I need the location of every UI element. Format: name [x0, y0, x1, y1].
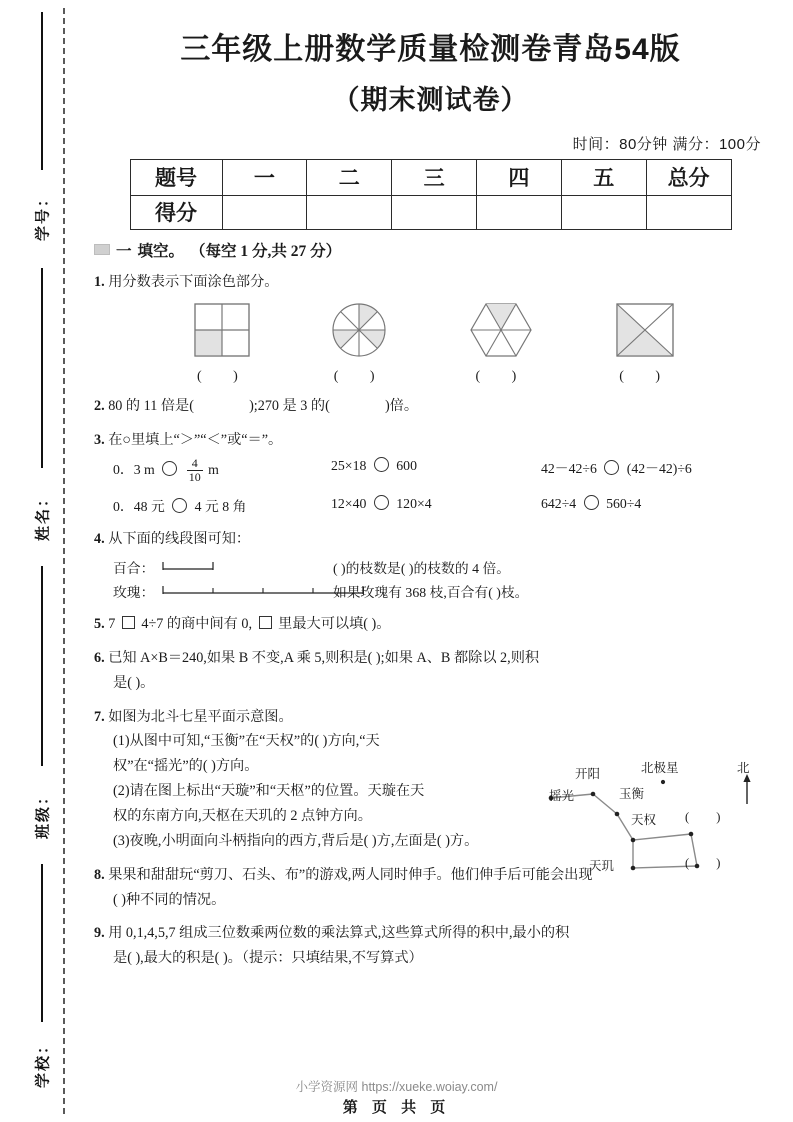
- compare-4-left: 0．48 元: [113, 499, 165, 515]
- seal-sidebar: [0, 0, 72, 1122]
- page-subtitle: （期末测试卷）: [332, 84, 529, 115]
- star-label-tianji: 天玑: [589, 859, 615, 873]
- section-number: 一: [116, 242, 132, 260]
- question-2-part-c: )倍。: [384, 398, 419, 415]
- segment-bar-lily: [161, 558, 333, 576]
- compare-6-circle[interactable]: [584, 495, 599, 510]
- exam-meta: 时间：80分钟 满分：100分: [572, 135, 761, 153]
- score-cell-1[interactable]: [307, 195, 392, 229]
- question-5-number: 5.: [94, 616, 105, 633]
- compare-item-5: [331, 495, 541, 515]
- question-6-line1[interactable]: 已知 A×B＝240,如果 B 不变,A 乘 5,则积是( );如果 A、B 都除以 2,则积: [108, 649, 540, 666]
- compare-item-4: [113, 495, 331, 515]
- question-2-number: 2.: [94, 398, 105, 415]
- hexagon-sixths-icon: [465, 300, 537, 360]
- segment-label-lily: 百合：: [113, 561, 155, 577]
- score-table: [130, 159, 732, 230]
- seal-rule-4: [41, 864, 43, 1022]
- compass-north-label: 北: [737, 761, 750, 775]
- seal-rule-3: [41, 566, 43, 766]
- question-8-line2[interactable]: ( )种不同的情况。: [113, 891, 226, 908]
- question-7-p1-b[interactable]: 权”在“摇光”的( )方向。: [113, 758, 259, 775]
- section-points: （每空 1 分,共 27 分）: [190, 242, 342, 260]
- star-label-polaris: 北极星: [641, 761, 679, 775]
- question-7-p2-b: 权的东南方向,天枢在天玑的 2 点钟方向。: [113, 807, 372, 824]
- question-6-number: 6.: [94, 649, 105, 666]
- section-heading: [94, 239, 767, 261]
- question-7-part3[interactable]: (3)夜晚,小明面向斗柄指向的西方,背后是( )方,左面是( )方。: [113, 832, 479, 849]
- page-footer: 第 页 共 页: [342, 1099, 451, 1116]
- question-1-shapes: [94, 300, 767, 385]
- score-table-col-1: 二: [307, 159, 392, 195]
- compare-5-left: 12×40: [331, 496, 367, 512]
- star-label-yuheng: 玉衡: [619, 787, 645, 801]
- question-5-box-1[interactable]: [122, 616, 135, 629]
- question-9: [94, 921, 767, 971]
- question-5: [94, 612, 767, 637]
- star-label-kaiyang: 开阳: [575, 767, 601, 781]
- table-row: [130, 195, 731, 229]
- shape-answer-paren-4[interactable]: ( ): [619, 369, 675, 385]
- score-cell-5[interactable]: [646, 195, 731, 229]
- question-7-number: 7.: [94, 708, 105, 725]
- compare-6-left: 642÷4: [541, 496, 577, 512]
- question-5-box-2[interactable]: [259, 616, 272, 629]
- square-quarters-icon: [191, 300, 253, 360]
- seal-label-class: 班级：: [34, 788, 52, 840]
- star-label-tianquan: 天权: [631, 813, 657, 827]
- question-6: [94, 646, 767, 696]
- table-row-header: [130, 159, 731, 195]
- question-9-line1: 用 0,1,4,5,7 组成三位数乘两位数的乘法算式,这些算式所得的积中,最小的积: [108, 925, 570, 942]
- compare-item-1: [113, 457, 331, 483]
- score-table-col-3: 四: [476, 159, 561, 195]
- question-2-part-b: );270 是 3 的(: [249, 398, 330, 415]
- question-3-comparisons: [94, 457, 767, 515]
- question-4-text: 从下面的线段图可知：: [108, 531, 251, 548]
- circle-eighths-icon: [328, 300, 390, 360]
- compare-4-right: 4 元 8 角: [194, 499, 247, 515]
- seal-rule-1: [41, 12, 43, 170]
- question-7-p1-a[interactable]: (1)从图中可知,“玉衡”在“天权”的( )方向,“天: [113, 733, 380, 750]
- star-blank-top[interactable]: ( ): [685, 810, 733, 824]
- score-table-row-label-0: 题号: [130, 159, 222, 195]
- compare-1-circle[interactable]: [162, 461, 177, 476]
- question-7-p2-a: (2)请在图上标出“天璇”和“天枢”的位置。天璇在天: [113, 783, 425, 800]
- fraction-numerator: 4: [187, 457, 203, 471]
- compare-3-circle[interactable]: [604, 460, 619, 475]
- question-4-line2[interactable]: 如果玫瑰有 368 枝,百合有( )枝。: [333, 585, 529, 601]
- score-table-col-0: 一: [222, 159, 307, 195]
- compare-3-left: 42－42÷6: [541, 461, 597, 477]
- compare-3-right: (42－42)÷6: [626, 461, 692, 477]
- segment-row-rose: [113, 579, 767, 603]
- question-4-line1[interactable]: ( )的枝数是( )的枝数的 4 倍。: [333, 561, 511, 577]
- question-5-pre: 7: [108, 616, 116, 633]
- seal-label-student-id: 学号：: [34, 190, 52, 242]
- star-blank-bottom[interactable]: ( ): [685, 856, 733, 870]
- section-title: 填空。: [137, 242, 185, 260]
- compare-item-6: [541, 495, 767, 515]
- shape-cell-4: [612, 300, 678, 385]
- shape-answer-paren-3[interactable]: ( ): [475, 369, 531, 385]
- question-8-number: 8.: [94, 866, 105, 883]
- question-3: [94, 428, 767, 453]
- shape-cell-1: [191, 300, 253, 385]
- seal-label-school: 学校：: [34, 1037, 52, 1089]
- score-cell-0[interactable]: [222, 195, 307, 229]
- score-cell-2[interactable]: [392, 195, 477, 229]
- score-cell-4[interactable]: [561, 195, 646, 229]
- question-9-number: 9.: [94, 925, 105, 942]
- seal-dashed-line: [63, 8, 65, 1114]
- question-5-mid: 4÷7 的商中间有 0,: [141, 616, 253, 633]
- compare-1-left: 0．3 m: [113, 462, 155, 478]
- question-1-text: 用分数表示下面涂色部分。: [108, 273, 279, 290]
- compare-5-right: 120×4: [396, 496, 432, 512]
- shape-answer-paren-1[interactable]: ( ): [196, 369, 252, 385]
- compare-6-right: 560÷4: [606, 496, 642, 512]
- question-5-post[interactable]: 里最大可以填( )。: [278, 616, 391, 633]
- shape-cell-2: [328, 300, 390, 385]
- score-table-col-5: 总分: [646, 159, 731, 195]
- compare-item-2: [331, 457, 541, 483]
- question-1-number: 1.: [94, 273, 105, 290]
- question-8-line1: 果果和甜甜玩“剪刀、石头、布”的游戏,两人同时伸手。他们伸手后可能会出现: [108, 866, 593, 883]
- question-3-number: 3.: [94, 432, 105, 449]
- compare-5-circle[interactable]: [374, 495, 389, 510]
- score-table-row-label-1: 得分: [130, 195, 222, 229]
- fraction-4-10: [187, 457, 203, 483]
- square-diagonals-icon: [612, 300, 678, 360]
- shape-answer-paren-2[interactable]: ( ): [333, 369, 389, 385]
- question-4-diagram: [94, 555, 767, 603]
- seal-rule-2: [41, 268, 43, 468]
- seal-label-name: 姓名：: [34, 490, 52, 542]
- question-6-line2[interactable]: 是( )。: [113, 674, 155, 691]
- star-label-yaoguang: 摇光: [549, 789, 575, 803]
- question-4-number: 4.: [94, 531, 105, 548]
- question-2: [94, 394, 767, 419]
- compare-2-right: 600: [396, 458, 417, 474]
- compare-2-left: 25×18: [331, 458, 367, 474]
- compare-item-3: [541, 457, 767, 483]
- compare-2-circle[interactable]: [374, 457, 389, 472]
- score-table-col-2: 三: [392, 159, 477, 195]
- segment-bar-rose: [161, 582, 333, 600]
- score-table-col-4: 五: [561, 159, 646, 195]
- section-marker-icon: [94, 244, 110, 255]
- big-dipper-diagram: [545, 758, 777, 878]
- question-2-part-a: 80 的 11 倍是(: [108, 398, 194, 415]
- shape-cell-3: [465, 300, 537, 385]
- question-1: [94, 270, 767, 295]
- question-9-line2[interactable]: 是( ),最大的积是( )。（提示：只填结果,不写算式）: [113, 950, 423, 967]
- page-title: 三年级上册数学质量检测卷青岛54版: [180, 33, 681, 66]
- segment-label-rose: 玫瑰：: [113, 585, 155, 601]
- question-7-text: 如图为北斗七星平面示意图。: [108, 708, 293, 725]
- question-7-part1: [94, 729, 542, 779]
- score-cell-3[interactable]: [476, 195, 561, 229]
- segment-row-lily: [113, 555, 767, 579]
- watermark: 小学资源网 https://xueke.woiay.com/: [295, 1080, 498, 1094]
- question-4: [94, 527, 767, 552]
- fraction-denominator: 10: [188, 469, 201, 484]
- question-3-text: 在○里填上“＞”“＜”或“＝”。: [108, 432, 283, 449]
- compare-4-circle[interactable]: [172, 498, 187, 513]
- exam-page: [72, 0, 793, 1122]
- compare-1-right: m: [208, 462, 219, 478]
